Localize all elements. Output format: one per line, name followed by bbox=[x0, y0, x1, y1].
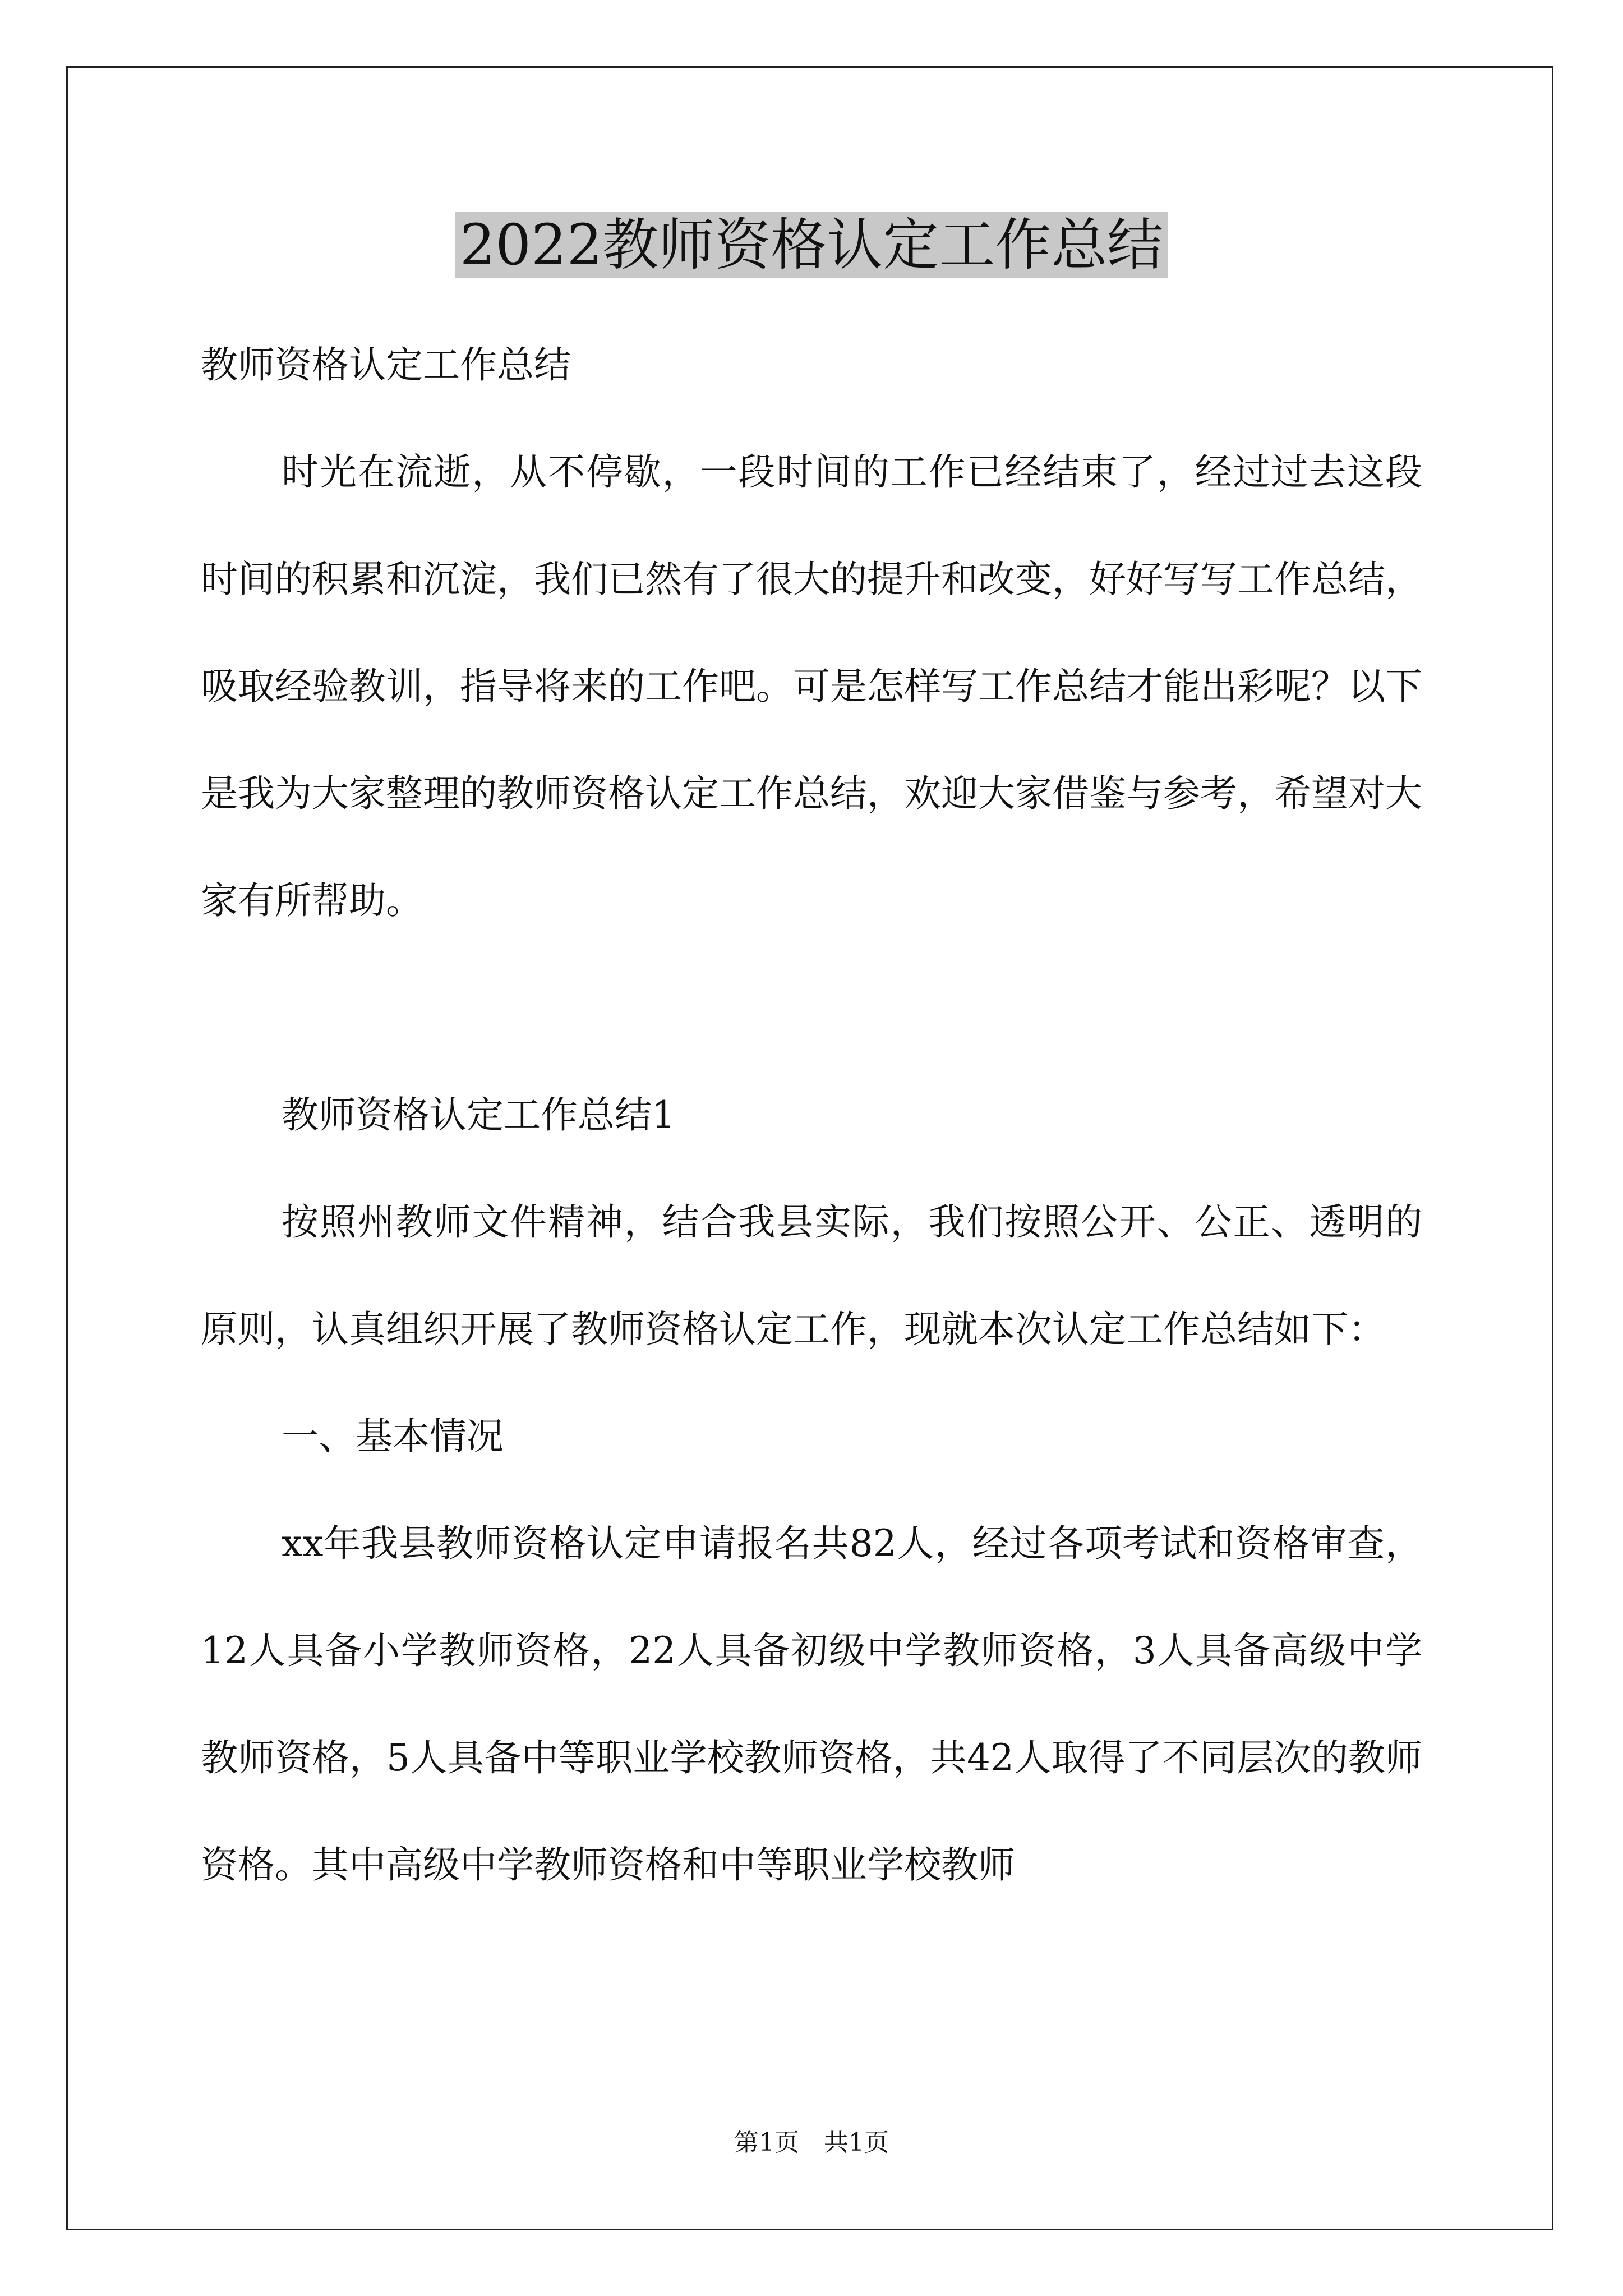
page-number: 第1页 共1页 bbox=[734, 2128, 889, 2157]
title-text: 2022教师资格认定工作总结 bbox=[455, 212, 1168, 278]
document-title bbox=[0, 209, 1623, 282]
section-heading: 教师资格认定工作总结1 bbox=[282, 1093, 675, 1137]
body-paragraph: xx年我县教师资格认定申请报名共82人，经过各项考试和资格审查，12人具备小学教师资格，22人具备初级中学教师资格，3人具备高级中学教师资格，5人具备中等职业学校教师资格，共42人取得了不同层次的教师资格。其中高级中学教师资格和中等职业学校教师 bbox=[201, 1522, 1422, 1887]
paragraph-spacer bbox=[201, 954, 1422, 1061]
subheading-basic-situation: 一、基本情况 bbox=[282, 1415, 504, 1458]
section-intro-paragraph: 按照州教师文件精神，结合我县实际，我们按照公开、公正、透明的原则，认真组织开展了教师资格认定工作，现就本次认定工作总结如下： bbox=[201, 1200, 1422, 1351]
document-body bbox=[201, 311, 1422, 1918]
intro-paragraph: 时光在流逝，从不停歇，一段时间的工作已经结束了，经过过去这段时间的积累和沉淀，我们已然有了很大的提升和改变，好好写写工作总结，吸取经验教训，指导将来的工作吧。可是怎样写工作总结才能出彩呢？以下是我为大家整理的教师资格认定工作总结，欢迎大家借鉴与参考，希望对大家有所帮助。 bbox=[201, 450, 1422, 922]
page-footer bbox=[0, 2126, 1623, 2160]
subtitle: 教师资格认定工作总结 bbox=[201, 343, 571, 386]
